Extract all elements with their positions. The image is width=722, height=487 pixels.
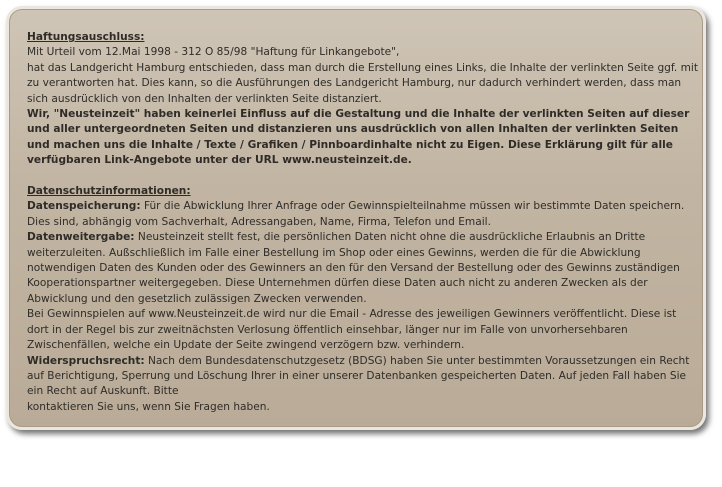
privacy-contact-line: kontaktieren Sie uns, wenn Sie Fragen haben. [27,400,270,413]
transfer-label: Datenweitergabe: [27,231,135,244]
section-spacer [27,169,699,184]
transfer-text: Neusteinzeit stellt fest, die persönlichen Daten nicht ohne die ausdrückliche Erlaubnis an Dritte weiterzuleiten. Außschließlich im Falle einer Bestellung im Shop oder eines Gewinns, werden die für die Abwicklung notwendigen Daten des Kunden oder des Gewinners an den für den Versand der Bestellung oder des Gewinns zuständigen Kooperationspartner weitergegeben. Diese Unternehmen dürfen diese Daten auch nicht zu anderen Zwecken als der Abwicklung und den gesetzlich zulässigen Zwecken verwenden. [27,231,680,305]
storage-label: Datenspeicherung: [27,200,141,213]
privacy-contest-paragraph: Bei Gewinnspielen auf www.Neusteinzeit.de wird nur die Email - Adresse des jeweiligen Gewinners veröffentlicht. Diese ist dort in der Regel bis zur zweitnächsten Verlosung öffentlich einsehbar, länger nur im Falle von unvorhersehbaren Zwischenfällen, welche ein Update der Seite zwingend verzögern bzw. verhindern. [27,308,677,352]
storage-text: Für die Abwicklung Ihrer Anfrage oder Gewinnspielteilnahme müssen wir bestimmte Daten speichern. Dies sind, abhängig vom Sachverhalt, Adressangaben, Name, Firma, Telefon und Email. [27,200,685,228]
privacy-heading: Datenschutzinformationen: [27,185,191,198]
privacy-transfer-paragraph [27,230,699,307]
disclaimer-ruling-line: Mit Urteil vom 12.Mai 1998 - 312 O 85/98 "Haftung für Linkangebote", [27,46,400,59]
disclaimer-heading: Haftungsauschluss: [27,31,145,43]
privacy-objection-paragraph [27,354,699,400]
disclaimer-statement: Wir, "Neusteinzeit" haben keinerlei Einfluss auf die Gestaltung und die Inhalte der verlinkten Seiten auf dieser und aller untergeordneten Seiten und distanzieren uns ausdrücklich von allen Inhalten der verlinkten Seiten und machen uns die Inhalte / Texte / Grafiken / Pinnboardinhalte nicht zu Eigen. Diese Erklärung gilt für alle verfügbaren Link-Angebote unter der URL www.neusteinzeit.de. [27,108,690,167]
objection-text: Nach dem Bundesdatenschutzgesetz (BDSG) haben Sie unter bestimmten Voraussetzungen ein Recht auf Berichtigung, Sperrung und Löschung Ihrer in einer unserer Datenbanken gespeicherten Daten. Auf jeden Fall haben Sie ein Recht auf Auskunft. Bitte [27,354,690,398]
objection-label: Widerspruchsrecht: [27,354,145,367]
disclaimer-body: hat das Landgericht Hamburg entschieden, dass man durch die Erstellung eines Links, die Inhalte der verlinkten Seite ggf. mit zu verantworten hat. Dies kann, so die Ausführungen des Landgericht Hamburg, nur dadurch verhindert werden, dass man sich ausdrücklich von den Inhalten der verlinkten Seite distanziert. [27,61,699,105]
legal-text-content [27,30,699,415]
privacy-storage-paragraph [27,199,699,230]
